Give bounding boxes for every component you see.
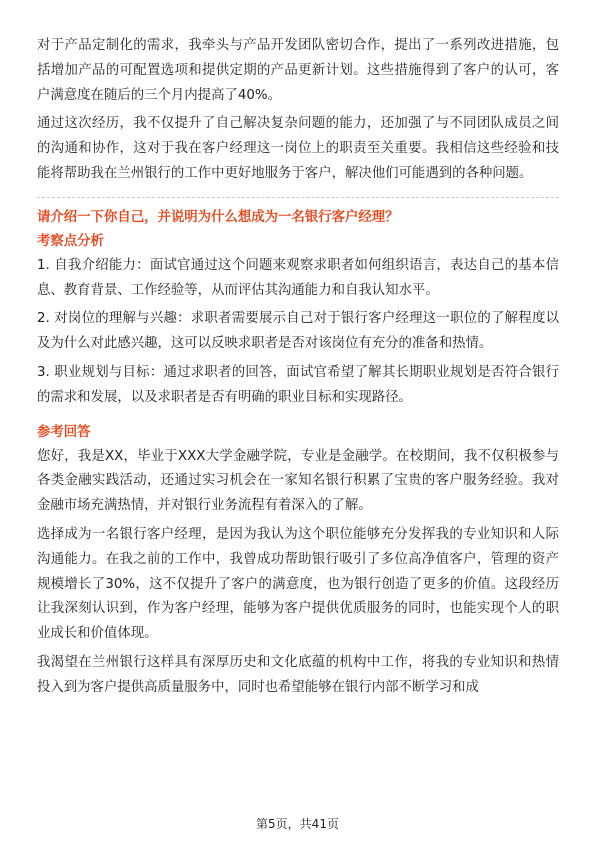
- page-content: [37, 34, 559, 705]
- analysis-item: 2. 对岗位的理解与兴趣：求职者需要展示自己对于银行客户经理这一职位的了解程度以及为什么对此感兴趣，这可以反映求职者是否对该岗位有充分的准备和热情。: [37, 311, 559, 352]
- intro-paragraph: 对于产品定制化的需求，我牵头与产品开发团队密切合作，提出了一系列改进措施，包括增加产品的可配置选项和提供定期的产品更新计划。这些措施得到了客户的认可，客户满意度在随后的三个月内提高了40%。: [37, 38, 559, 103]
- answer-heading: 参考回答: [37, 424, 91, 440]
- question-title: 请介绍一下你自己，并说明为什么想成为一名银行客户经理？: [37, 209, 399, 225]
- analysis-item: 1. 自我介绍能力：面试官通过这个问题来观察求职者如何组织语言，表达自己的基本信息、教育背景、工作经验等，从而评估其沟通能力和自我认知水平。: [37, 257, 559, 298]
- section-divider: [37, 197, 559, 198]
- answer-paragraph: 选择成为一名银行客户经理，是因为我认为这个职位能够充分发挥我的专业知识和人际沟通能力。在我之前的工作中，我曾成功帮助银行吸引了多位高净值客户，管理的资产规模增长了30%，这不仅提升了客户的满意度，也为银行创造了更多的价值。这段经历让我深刻认识到，作为客户经理，能够为客户提供优质服务的同时，也能实现个人的职业成长和价值体现。: [37, 526, 559, 642]
- analysis-item: 3. 职业规划与目标：通过求职者的回答，面试官希望了解其长期职业规划是否符合银行的需求和发展，以及求职者是否有明确的职业目标和实现路径。: [37, 364, 559, 405]
- answer-paragraph: 您好，我是XX，毕业于XXX大学金融学院，专业是金融学。在校期间，我不仅积极参与各类金融实践活动，还通过实习机会在一家知名银行积累了宝贵的客户服务经验。我对金融市场充满热情，并对银行业务流程有着深入的了解。: [37, 448, 559, 514]
- intro-paragraph: 通过这次经历，我不仅提升了自己解决复杂问题的能力，还加强了与不同团队成员之间的沟通和协作，这对于我在客户经理这一岗位上的职责至关重要。我相信这些经验和技能将帮助我在兰州银行的工作中更好地服务于客户，解决他们可能遇到的各种问题。: [37, 116, 559, 181]
- analysis-heading: 考察点分析: [37, 233, 104, 249]
- page-number: 第5页，共41页: [256, 817, 339, 831]
- answer-paragraph: 我渴望在兰州银行这样具有深厚历史和文化底蕴的机构中工作，将我的专业知识和热情投入到为客户提供高质量服务中，同时也希望能够在银行内部不断学习和成: [37, 654, 559, 695]
